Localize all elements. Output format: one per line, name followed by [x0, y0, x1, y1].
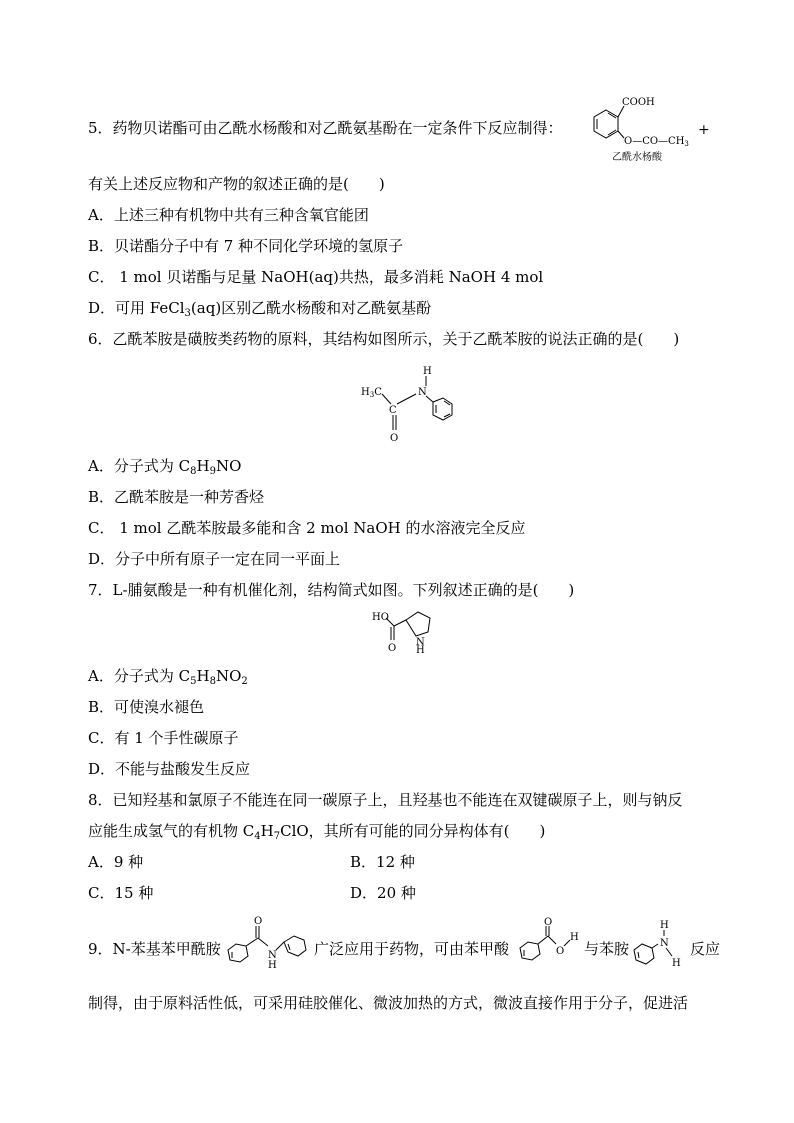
- acetylsalicylic-acid-caption: 乙酰水杨酸: [612, 152, 662, 163]
- q8-option-b: B．12 种: [350, 853, 415, 871]
- q9-line2: 制得，由于原料活性低，可采用硅胶催化、微波加热的方式，微波直接作用于分子，促进活: [88, 994, 689, 1012]
- q8-stem-line2: 应能生成氢气的有机物 $C_4H_7ClO$，其所有可能的同分异构体有( ): [88, 822, 546, 842]
- n-phenylbenzamide-structure: [224, 916, 316, 972]
- svg-text:H: H: [268, 960, 277, 971]
- q8-option-c: C．15 种: [88, 884, 154, 902]
- plus-sign: +: [698, 122, 710, 138]
- q5-option-d: D．可用 FeCl$_3$(aq)区别乙酰水杨酸和对乙酰氨基酚: [88, 299, 432, 319]
- svg-text:N: N: [268, 950, 277, 961]
- q5-stem-line2: 有关上述反应物和产物的叙述正确的是( ): [88, 175, 385, 193]
- ester-label: $O—CO—CH_3$: [624, 136, 689, 148]
- svg-text:C: C: [389, 405, 397, 416]
- h3c-label: $H_3C$: [361, 387, 382, 399]
- q5-option-c: C． 1 mol 贝诺酯与足量 NaOH(aq)共热，最多消耗 NaOH 4 mol: [88, 268, 544, 286]
- svg-text:N: N: [416, 637, 425, 648]
- q6-option-d: D．分子中所有原子一定在同一平面上: [88, 550, 341, 568]
- q8-option-d: D．20 种: [350, 884, 416, 902]
- q5-option-a: A．上述三种有机物中共有三种含氧官能团: [88, 206, 369, 224]
- svg-text:O: O: [556, 946, 565, 957]
- svg-text:HO: HO: [372, 612, 389, 623]
- q8-stem-line1: 8．已知羟基和氯原子不能连在同一碳原子上，且羟基也不能连在双键碳原子上，则与钠反: [88, 791, 683, 809]
- q9-text-part2: 广泛应用于药物，可由苯甲酸: [314, 940, 510, 958]
- l-proline-structure: [370, 606, 442, 654]
- q5-stem-line1: 5．药物贝诺酯可由乙酰水杨酸和对乙酰氨基酚在一定条件下反应制得：: [88, 119, 563, 137]
- q6-option-b: B．乙酰苯胺是一种芳香烃: [88, 488, 265, 506]
- q7-option-a: A．分子式为 $C_5H_8NO_2$: [88, 667, 248, 687]
- benzoic-acid-structure: [516, 918, 582, 970]
- q7-option-d: D．不能与盐酸发生反应: [88, 760, 251, 778]
- q5-option-b: B．贝诺酯分子中有 7 种不同化学环境的氢原子: [88, 237, 404, 255]
- svg-text:O: O: [544, 917, 553, 928]
- svg-text:H: H: [416, 645, 425, 656]
- q9-text-part4: 反应: [690, 940, 721, 958]
- q6-option-c: C． 1 mol 乙酰苯胺最多能和含 2 mol NaOH 的水溶液完全反应: [88, 519, 526, 537]
- svg-text:H: H: [570, 932, 579, 943]
- svg-text:H: H: [423, 366, 432, 377]
- q7-option-c: C．有 1 个手性碳原子: [88, 729, 239, 747]
- svg-text:O: O: [388, 643, 397, 654]
- q8-option-a: A．9 种: [88, 853, 144, 871]
- cooh-label: COOH: [622, 97, 655, 108]
- q7-option-b: B．可使溴水褪色: [88, 698, 205, 716]
- acetanilide-structure: [356, 364, 456, 446]
- svg-text:O: O: [254, 916, 263, 927]
- acetylsalicylic-acid-structure: [584, 92, 689, 152]
- svg-text:N: N: [418, 387, 427, 398]
- q9-text-part1: 9．N-苯基苯甲酰胺: [88, 940, 221, 958]
- svg-text:O: O: [390, 433, 399, 444]
- aniline-structure: [630, 918, 686, 974]
- q6-option-a: A．分子式为 $C_8H_9NO$: [88, 457, 242, 477]
- q7-stem: 7．L-脯氨酸是一种有机催化剂，结构简式如图。下列叙述正确的是( ): [88, 581, 575, 599]
- q6-stem: 6．乙酰苯胺是磺胺类药物的原料，其结构如图所示，关于乙酰苯胺的说法正确的是( ): [88, 330, 680, 348]
- svg-text:H: H: [672, 958, 681, 969]
- svg-text:H: H: [660, 920, 669, 931]
- q9-text-part3: 与苯胺: [584, 940, 630, 958]
- svg-text:N: N: [660, 938, 669, 949]
